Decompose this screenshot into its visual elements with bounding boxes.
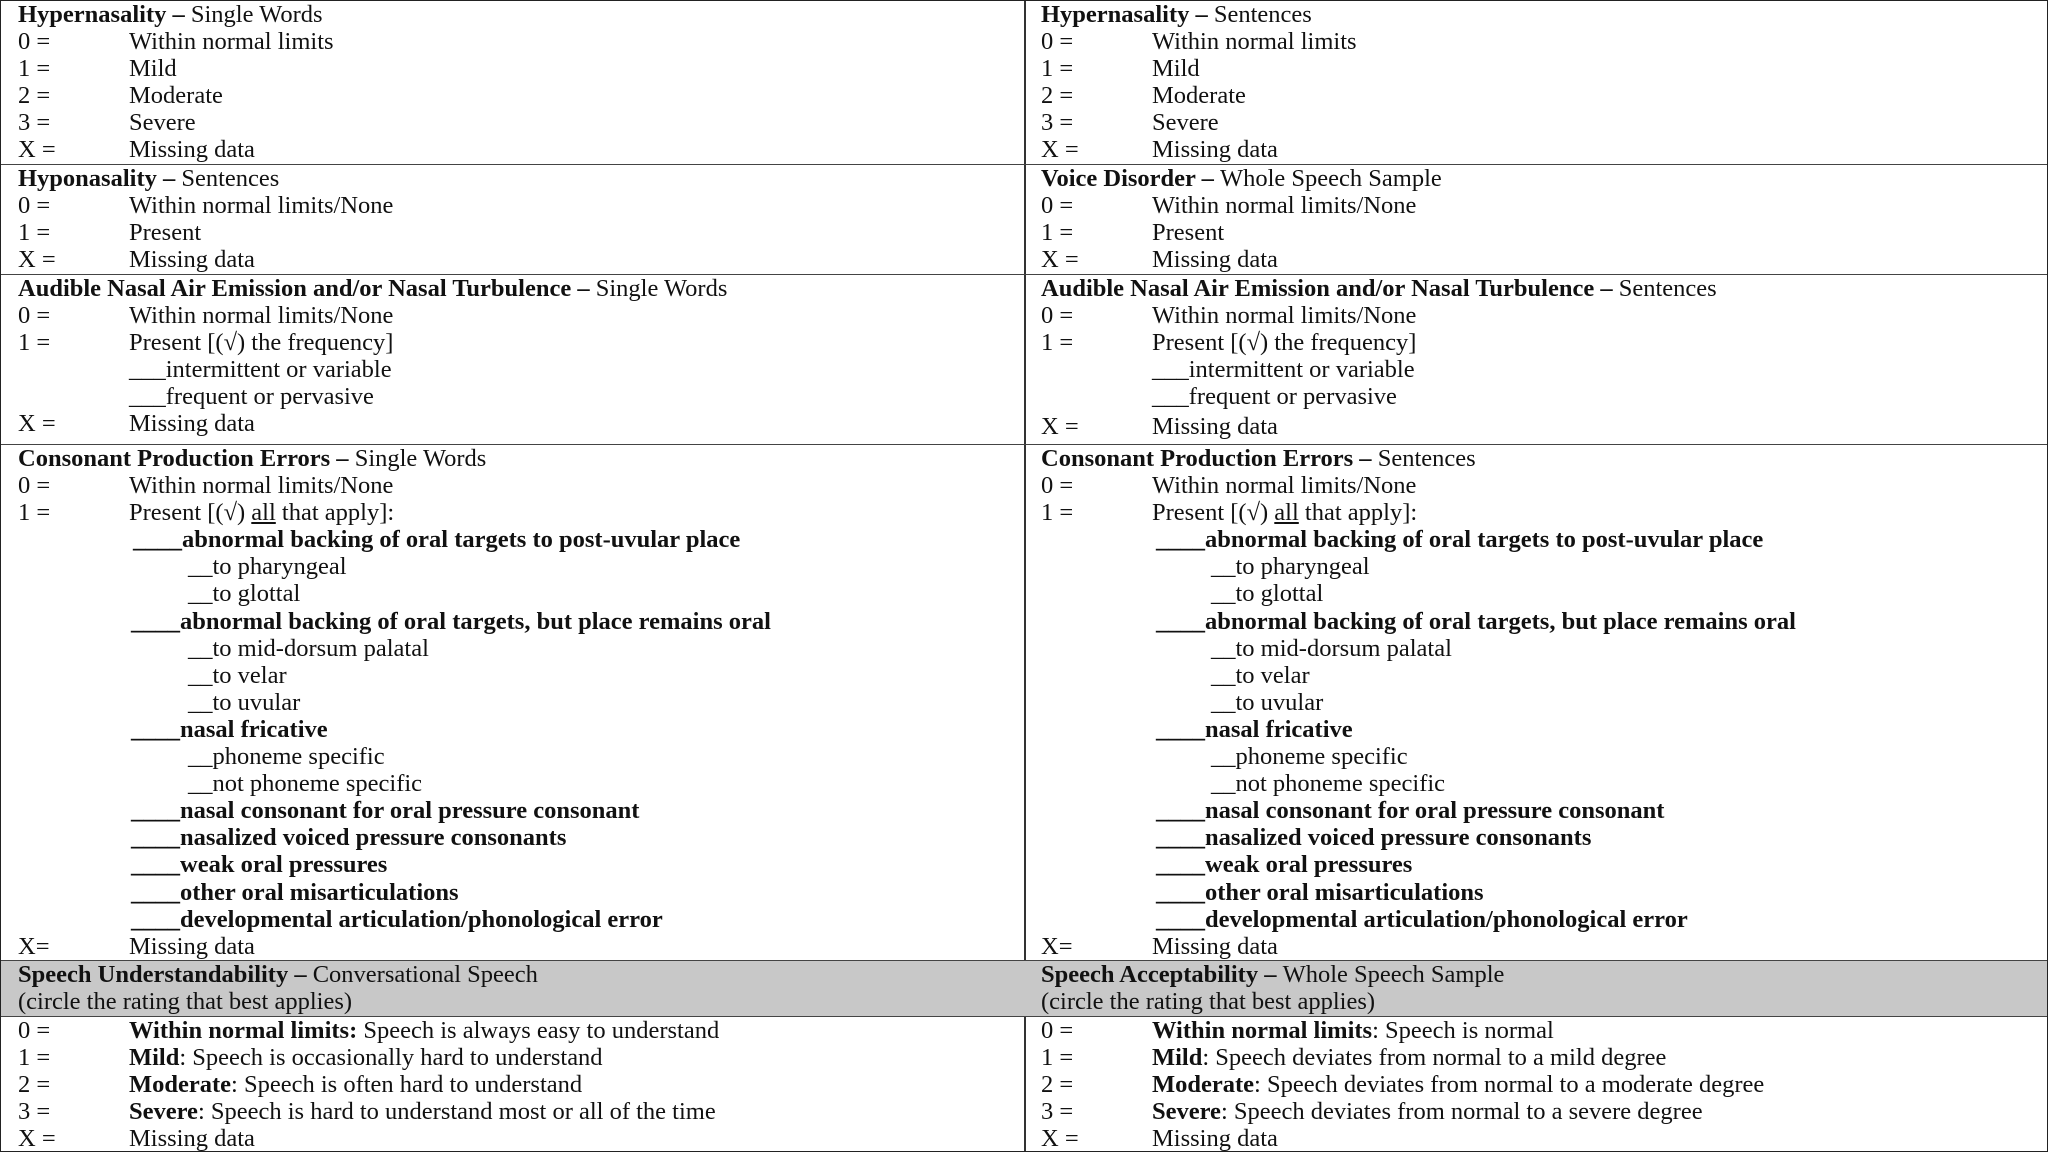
scale-code: 1 = [18, 499, 51, 527]
error-category[interactable]: ____nasalized voiced pressure consonants [131, 824, 567, 852]
rating-option[interactable] [1041, 1125, 2041, 1152]
scale-code: 0 = [18, 28, 51, 56]
scale-code: 0 = [1041, 28, 1074, 56]
scale-label: Missing data [129, 410, 255, 438]
section-subtitle: Single Words [595, 275, 728, 302]
scale-label: Missing data [129, 136, 255, 164]
hyponasality-sentences [18, 165, 1018, 273]
frequency-option[interactable]: ___intermittent or variable [1152, 356, 1415, 384]
error-subtype[interactable]: __to velar [1211, 661, 1310, 689]
error-category[interactable]: ____nasalized voiced pressure consonants [1156, 824, 1592, 852]
scale-code: X = [18, 410, 56, 438]
instruction-note: (circle the rating that best applies) [1041, 988, 1376, 1016]
scale-label: Moderate [1152, 82, 1246, 110]
scale-label: Present [1152, 219, 1225, 247]
rating-description: Missing data [1152, 1125, 1278, 1152]
error-subtype[interactable]: __phoneme specific [188, 743, 385, 771]
scale-label: Mild [129, 55, 177, 83]
error-category[interactable]: ____nasal fricative [1156, 715, 1353, 743]
scale-code: 1 = [1041, 55, 1074, 83]
scale-code: 3 = [18, 1098, 51, 1126]
rating-description: Missing data [129, 1125, 255, 1152]
scale-code: 1 = [18, 329, 51, 357]
hypernasality-single-words [18, 1, 1018, 164]
error-category[interactable]: ____nasal fricative [131, 715, 328, 743]
scale-label: Missing data [1152, 413, 1278, 441]
section-consonant-errors [1, 444, 2047, 960]
scale-code: X = [1041, 413, 1079, 441]
section-title: Audible Nasal Air Emission and/or Nasal Turbulence – [1041, 275, 1619, 302]
frequency-option[interactable]: ___frequent or pervasive [1152, 383, 1397, 411]
rating-option[interactable] [18, 1044, 1018, 1071]
scale-code: 1 = [18, 55, 51, 83]
rating-option[interactable] [18, 1098, 1018, 1125]
present-text-end: that apply]: [275, 499, 395, 527]
frequency-option[interactable]: ___intermittent or variable [129, 356, 392, 384]
all-underlined: all [251, 499, 276, 527]
scale-code: 3 = [18, 109, 51, 137]
rating-name: Within normal limits: [129, 1017, 358, 1044]
scale-label [129, 1098, 716, 1125]
scale-code: X= [18, 932, 50, 960]
scale-code: 1 = [18, 1044, 51, 1072]
scale-code: 3 = [1041, 1098, 1074, 1126]
nasal-air-emission-single-words [18, 275, 1018, 438]
rating-description: Speech is always easy to understand [357, 1017, 720, 1044]
rating-description: : Speech deviates from normal to a mild degree [1202, 1044, 1667, 1072]
section-subtitle: Single Words [190, 1, 323, 28]
rating-name: Severe [129, 1098, 198, 1126]
error-subtype[interactable]: __to glottal [1211, 580, 1324, 608]
scale-label: Present [(√) the frequency] [129, 329, 394, 357]
scale-label [129, 499, 394, 526]
section-subtitle: Sentences [1618, 275, 1717, 302]
rating-description: : Speech deviates from normal to a moderate degree [1254, 1071, 1765, 1099]
error-subtype[interactable]: __to pharyngeal [188, 553, 347, 581]
scale-code: X = [18, 246, 56, 274]
rating-description: : Speech is normal [1372, 1017, 1554, 1044]
section-subtitle: Whole Speech Sample [1219, 165, 1442, 192]
section-subtitle: Sentences [1213, 1, 1312, 28]
scale-label: Within normal limits [129, 28, 334, 56]
rating-name: Moderate [1152, 1071, 1255, 1099]
error-subtype[interactable]: __phoneme specific [1211, 743, 1408, 771]
scale-code: 0 = [18, 192, 51, 220]
scale-label: Present [(√) the frequency] [1152, 329, 1417, 357]
error-category[interactable]: ____abnormal backing of oral targets, but place remains oral [1156, 607, 1796, 635]
section-hyponasality-voice [1, 164, 2047, 274]
rating-name: Mild [129, 1044, 180, 1072]
scale-code: 0 = [1041, 1017, 1074, 1044]
error-subtype[interactable]: __not phoneme specific [1211, 770, 1446, 798]
nasal-air-emission-sentences [1041, 275, 2041, 441]
rating-name: Severe [1152, 1098, 1221, 1126]
error-subtype[interactable]: __to uvular [188, 688, 301, 716]
section-title: Speech Understandability – [18, 961, 313, 988]
scale-code: 0 = [1041, 472, 1074, 500]
scale-label: Severe [129, 109, 196, 137]
section-title: Hyponasality – [18, 165, 182, 192]
error-subtype[interactable]: __to velar [188, 661, 287, 689]
scale-label: Within normal limits/None [1152, 472, 1417, 500]
scale-code: 1 = [1041, 1044, 1074, 1072]
scale-code: 0 = [18, 1017, 51, 1044]
scale-label: Moderate [129, 82, 223, 110]
scale-code: 0 = [1041, 192, 1074, 220]
scale-code: X = [1041, 136, 1079, 164]
scale-label: Within normal limits/None [129, 472, 394, 500]
scale-label [1152, 1044, 1666, 1071]
scale-code: 1 = [1041, 499, 1074, 527]
error-category[interactable]: ____nasal consonant for oral pressure consonant [1156, 797, 1665, 825]
section-subtitle: Sentences [1377, 445, 1476, 472]
section-subtitle: Single Words [354, 445, 487, 472]
scale-label [129, 1017, 719, 1044]
section-rating-scales [1, 1016, 2047, 1152]
section-hypernasality [1, 1, 2047, 163]
section-rating-headers [1, 960, 2047, 1016]
scale-label: Within normal limits/None [1152, 302, 1417, 330]
section-title: Voice Disorder – [1041, 165, 1220, 192]
scale-label: Missing data [1152, 932, 1278, 960]
section-title: Hypernasality – [1041, 1, 1214, 28]
scale-label: Missing data [1152, 246, 1278, 274]
scale-label: Missing data [129, 246, 255, 274]
speech-acceptability-header [1041, 961, 2041, 1015]
scale-label: Within normal limits [1152, 28, 1357, 56]
scale-code: 0 = [18, 472, 51, 500]
scale-label: Missing data [1152, 136, 1278, 164]
section-title: Consonant Production Errors – [18, 445, 355, 472]
error-subtype[interactable]: __not phoneme specific [188, 770, 423, 798]
scale-label: Within normal limits/None [129, 192, 394, 220]
scale-code: X = [1041, 246, 1079, 274]
scale-code: 0 = [18, 302, 51, 330]
scale-code: 1 = [1041, 219, 1074, 247]
consonant-errors-sentences [1041, 445, 2041, 960]
scale-label [1152, 1098, 1703, 1125]
rating-name: Moderate [129, 1071, 232, 1099]
scale-label: Mild [1152, 55, 1200, 83]
scale-code: 0 = [1041, 302, 1074, 330]
error-category[interactable]: ____abnormal backing of oral targets, but place remains oral [131, 607, 771, 635]
scale-label: Within normal limits/None [129, 302, 394, 330]
error-subtype[interactable]: __to mid-dorsum palatal [188, 634, 429, 662]
scale-code: X = [18, 1125, 56, 1152]
rating-option[interactable] [18, 1125, 1018, 1152]
error-subtype[interactable]: __to pharyngeal [1211, 553, 1370, 581]
voice-disorder-whole-sample [1041, 165, 2041, 273]
speech-understandability-scale [18, 1017, 1018, 1152]
scale-label: Missing data [129, 932, 255, 960]
scale-code: X = [1041, 1125, 1079, 1152]
scale-label: Within normal limits/None [1152, 192, 1417, 220]
rating-option[interactable] [18, 1071, 1018, 1098]
scale-code: 2 = [1041, 82, 1074, 110]
rating-name: Mild [1152, 1044, 1203, 1072]
error-category[interactable]: ____other oral misarticulations [131, 878, 459, 906]
error-category[interactable]: ____abnormal backing of oral targets to post-uvular place [133, 526, 741, 554]
error-category[interactable]: ____nasal consonant for oral pressure consonant [131, 797, 640, 825]
section-subtitle: Sentences [181, 165, 280, 192]
scale-label [129, 1071, 582, 1098]
rating-option[interactable] [1041, 1017, 2041, 1044]
speech-understandability-header [18, 961, 1018, 1015]
scale-label [1152, 499, 1417, 526]
scale-code: 1 = [1041, 329, 1074, 357]
section-title: Speech Acceptability – [1041, 961, 1283, 988]
scale-code: 3 = [1041, 109, 1074, 137]
error-category[interactable]: ____weak oral pressures [1156, 851, 1413, 879]
rating-option[interactable] [18, 1017, 1018, 1044]
rating-option[interactable] [1041, 1098, 2041, 1125]
scale-label [1152, 1125, 1278, 1152]
scale-label: Severe [1152, 109, 1219, 137]
error-subtype[interactable]: __to glottal [188, 580, 301, 608]
present-text-end: that apply]: [1298, 499, 1418, 527]
rating-option[interactable] [1041, 1071, 2041, 1098]
error-category[interactable]: ____other oral misarticulations [1156, 878, 1484, 906]
section-title: Audible Nasal Air Emission and/or Nasal Turbulence – [18, 275, 596, 302]
rating-description: : Speech is often hard to understand [231, 1071, 583, 1099]
section-nasal-air-emission [1, 274, 2047, 444]
frequency-option[interactable]: ___frequent or pervasive [129, 383, 374, 411]
rating-description: : Speech is hard to understand most or all of the time [197, 1098, 716, 1126]
error-category[interactable]: ____developmental articulation/phonological error [131, 905, 663, 933]
present-text: Present [(√) [1152, 499, 1275, 527]
scale-code: X= [1041, 932, 1073, 960]
error-subtype[interactable]: __to uvular [1211, 688, 1324, 716]
section-title: Hypernasality – [18, 1, 191, 28]
section-title: Consonant Production Errors – [1041, 445, 1378, 472]
error-subtype[interactable]: __to mid-dorsum palatal [1211, 634, 1452, 662]
scale-label [129, 1044, 603, 1071]
section-subtitle: Whole Speech Sample [1282, 961, 1505, 988]
instruction-note: (circle the rating that best applies) [18, 988, 353, 1016]
scale-code: 2 = [18, 82, 51, 110]
section-subtitle: Conversational Speech [312, 961, 538, 988]
scale-code: 2 = [1041, 1071, 1074, 1099]
scale-label [1152, 1017, 1554, 1044]
scale-label: Present [129, 219, 202, 247]
consonant-errors-single-words [18, 445, 1018, 960]
present-text: Present [(√) [129, 499, 252, 527]
speech-acceptability-scale [1041, 1017, 2041, 1152]
all-underlined: all [1274, 499, 1299, 527]
rating-option[interactable] [1041, 1044, 2041, 1071]
hypernasality-sentences [1041, 1, 2041, 164]
scale-code: X = [18, 136, 56, 164]
scale-label [129, 1125, 255, 1152]
error-category[interactable]: ____abnormal backing of oral targets to post-uvular place [1156, 526, 1764, 554]
scale-code: 2 = [18, 1071, 51, 1099]
scale-label [1152, 1071, 1764, 1098]
rating-description: : Speech is occasionally hard to understand [179, 1044, 603, 1072]
rating-description: : Speech deviates from normal to a severe degree [1220, 1098, 1703, 1126]
scale-code: 1 = [18, 219, 51, 247]
error-category[interactable]: ____weak oral pressures [131, 851, 388, 879]
rating-name: Within normal limits [1152, 1017, 1373, 1044]
error-category[interactable]: ____developmental articulation/phonological error [1156, 905, 1688, 933]
